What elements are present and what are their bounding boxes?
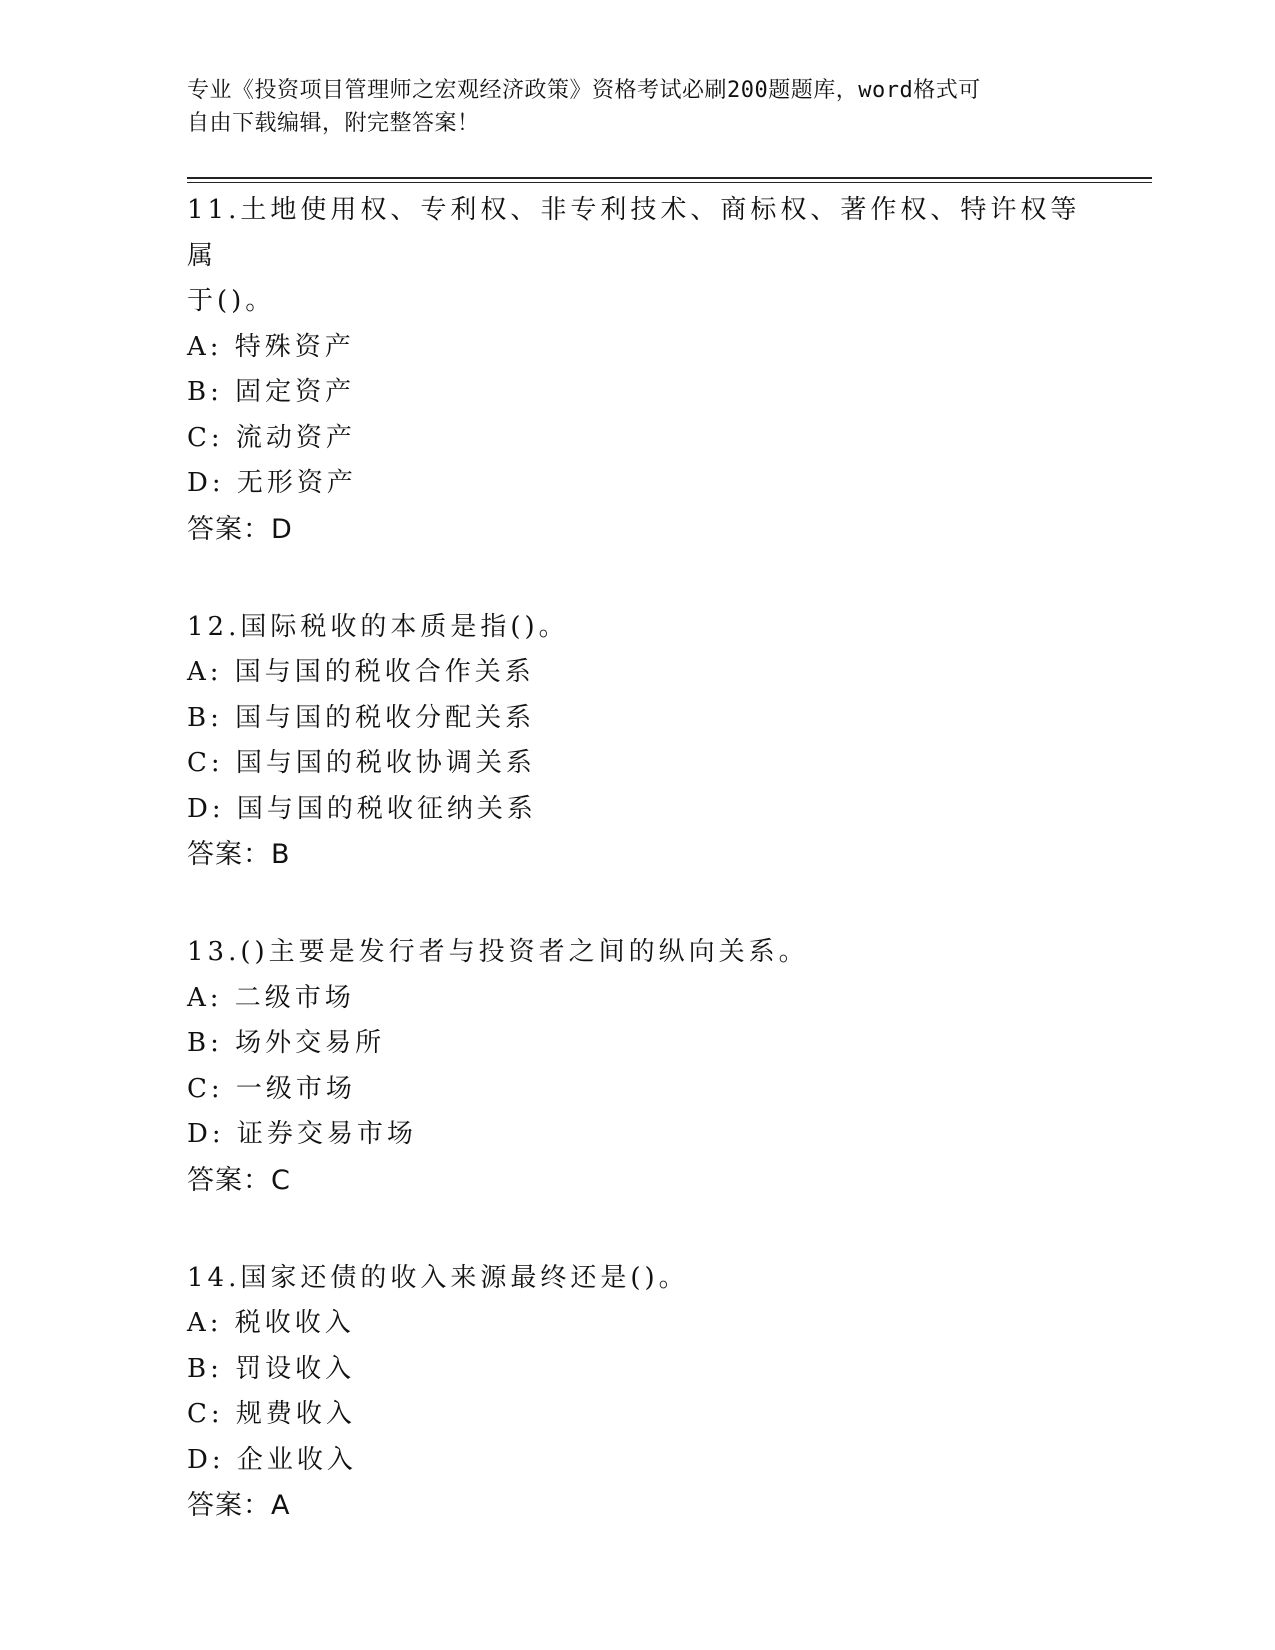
answer: 答案：C [187, 1164, 291, 1196]
header-line-1: 专业《投资项目管理师之宏观经济政策》资格考试必刷200题题库，word格式可 [187, 78, 981, 103]
option-d: D: 证券交易市场 [187, 1119, 417, 1149]
option-a: A: 特殊资产 [187, 331, 355, 362]
header-line-2: 自由下载编辑，附完整答案！ [187, 111, 480, 136]
header-divider-thin [187, 182, 1152, 183]
option-b: B: 固定资产 [187, 377, 356, 407]
document-header [187, 74, 1067, 140]
option-c: C: 规费收入 [187, 1399, 356, 1429]
answer: 答案：B [187, 839, 291, 870]
option-b: B: 国与国的税收分配关系 [187, 702, 536, 733]
option-d: D: 企业收入 [187, 1444, 357, 1475]
option-d: D: 无形资产 [187, 468, 357, 498]
option-c: C: 国与国的税收协调关系 [187, 748, 536, 778]
question-text: 11.土地使用权、专利权、非专利技术、商标权、著作权、特许权等属 [187, 195, 1081, 271]
question-list [187, 188, 1087, 1581]
option-b: B: 场外交易所 [187, 1028, 386, 1058]
option-d: D: 国与国的税收征纳关系 [187, 793, 537, 824]
option-a: A: 国与国的税收合作关系 [187, 657, 535, 687]
option-c: C: 一级市场 [187, 1073, 356, 1104]
option-c: C: 流动资产 [187, 422, 356, 453]
option-a: A: 二级市场 [187, 982, 355, 1013]
question-text: 12.国际税收的本质是指()。 [187, 611, 569, 642]
question-11 [187, 188, 1087, 553]
option-b: B: 罚设收入 [187, 1353, 356, 1384]
question-text: 14.国家还债的收入来源最终还是()。 [187, 1262, 689, 1293]
question-text: 13.()主要是发行者与投资者之间的纵向关系。 [187, 937, 809, 967]
question-14 [187, 1256, 1087, 1530]
question-13 [187, 930, 1087, 1204]
answer: 答案：D [187, 513, 293, 545]
option-a: A: 税收收入 [187, 1308, 355, 1338]
question-12 [187, 605, 1087, 879]
question-text-cont: 于()。 [187, 286, 276, 316]
answer: 答案：A [187, 1490, 291, 1521]
header-divider [187, 177, 1152, 179]
